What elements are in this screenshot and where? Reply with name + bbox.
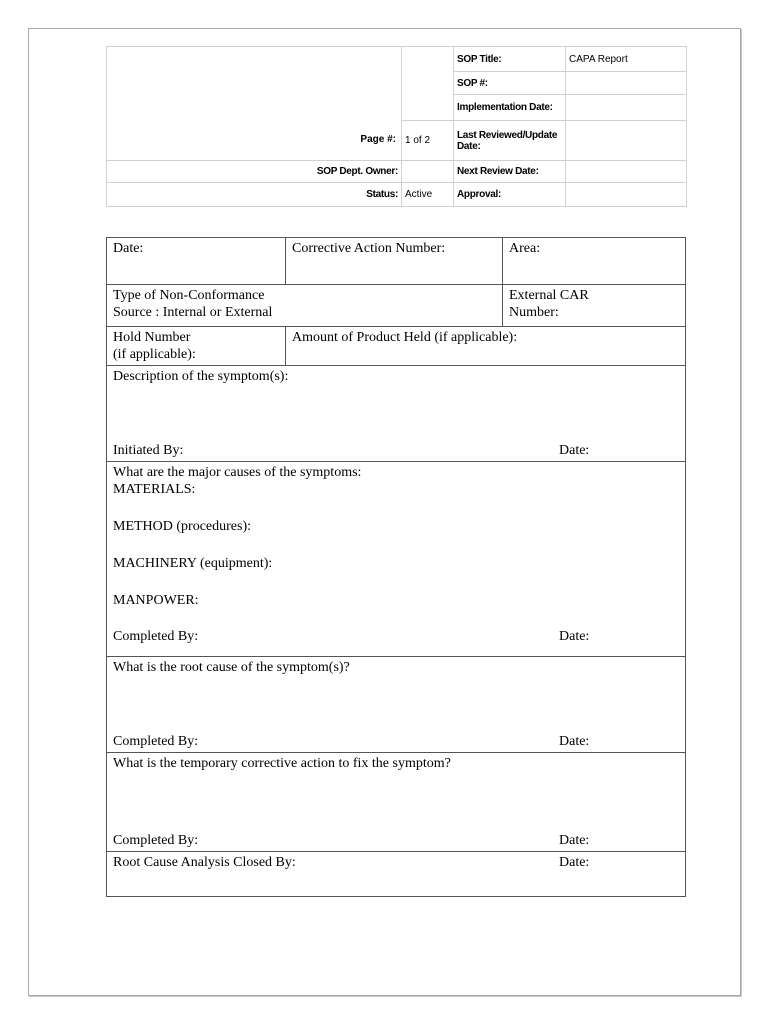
description-label: Description of the symptom(s): <box>113 369 289 384</box>
root-cause-label: What is the root cause of the symptom(s)? <box>113 660 350 675</box>
major-causes-cell[interactable] <box>107 462 686 657</box>
amount-held-cell[interactable] <box>286 327 686 366</box>
next-review-value <box>566 161 687 183</box>
date-label: Date: <box>113 241 144 256</box>
nonconformance-source-label: Source : Internal or External <box>113 305 273 320</box>
temp-action-cell[interactable] <box>107 753 686 852</box>
hold-number-label: Hold Number <box>113 330 191 345</box>
sop-title-value: CAPA Report <box>566 47 687 72</box>
sop-title-label: SOP Title: <box>454 47 566 72</box>
implementation-date-value <box>566 95 687 121</box>
major-causes-label: What are the major causes of the symptoms: <box>113 465 362 480</box>
last-reviewed-value <box>566 121 687 161</box>
sop-header-table <box>106 46 687 207</box>
root-cause-cell[interactable] <box>107 657 686 753</box>
rca-closed-by-label: Root Cause Analysis Closed By: <box>113 855 296 870</box>
page-number-value: 1 of 2 <box>402 121 454 161</box>
sop-number-label: SOP #: <box>454 72 566 95</box>
description-cell[interactable] <box>107 366 686 462</box>
approval-value <box>566 183 687 207</box>
date-cell[interactable] <box>107 238 286 285</box>
initiated-date-label: Date: <box>559 443 590 458</box>
dept-owner-value <box>402 161 454 183</box>
implementation-date-label: Implementation Date: <box>454 95 566 121</box>
sop-number-value <box>566 72 687 95</box>
hold-number-cell[interactable] <box>107 327 286 366</box>
external-car-label: External CAR <box>509 288 589 303</box>
rca-closed-cell[interactable] <box>107 852 686 897</box>
rca-date-label: Date: <box>559 855 590 870</box>
car-number-cell[interactable] <box>286 238 503 285</box>
temp-action-label: What is the temporary corrective action to fix the symptom? <box>113 756 451 771</box>
root-cause-completed-by-label: Completed By: <box>113 734 199 749</box>
manpower-label: MANPOWER: <box>113 593 199 608</box>
approval-label: Approval: <box>454 183 566 207</box>
temp-action-date-label: Date: <box>559 833 590 848</box>
car-number-label: Corrective Action Number: <box>292 241 446 256</box>
next-review-label: Next Review Date: <box>454 161 566 183</box>
page-number-label: Page #: <box>360 134 396 145</box>
status-value: Active <box>402 183 454 207</box>
external-car-number-label: Number: <box>509 305 559 320</box>
status-label: Status: <box>107 183 402 207</box>
area-cell[interactable] <box>503 238 686 285</box>
method-label: METHOD (procedures): <box>113 519 252 534</box>
initiated-by-label: Initiated By: <box>113 443 184 458</box>
causes-completed-by-label: Completed By: <box>113 629 199 644</box>
header-blank-cell-2 <box>402 47 454 121</box>
capa-form <box>106 237 686 897</box>
external-car-cell[interactable] <box>503 285 686 327</box>
hold-number-sub-label: (if applicable): <box>113 347 196 362</box>
area-label: Area: <box>509 241 541 256</box>
materials-label: MATERIALS: <box>113 482 196 497</box>
machinery-label: MACHINERY (equipment): <box>113 556 273 571</box>
temp-action-completed-by-label: Completed By: <box>113 833 199 848</box>
nonconformance-type-label: Type of Non-Conformance <box>113 288 265 303</box>
root-cause-date-label: Date: <box>559 734 590 749</box>
dept-owner-label: SOP Dept. Owner: <box>107 161 402 183</box>
last-reviewed-label: Last Reviewed/Update Date: <box>454 121 566 161</box>
causes-date-label: Date: <box>559 629 590 644</box>
amount-held-label: Amount of Product Held (if applicable): <box>292 330 518 345</box>
nonconformance-type-cell[interactable] <box>107 285 503 327</box>
